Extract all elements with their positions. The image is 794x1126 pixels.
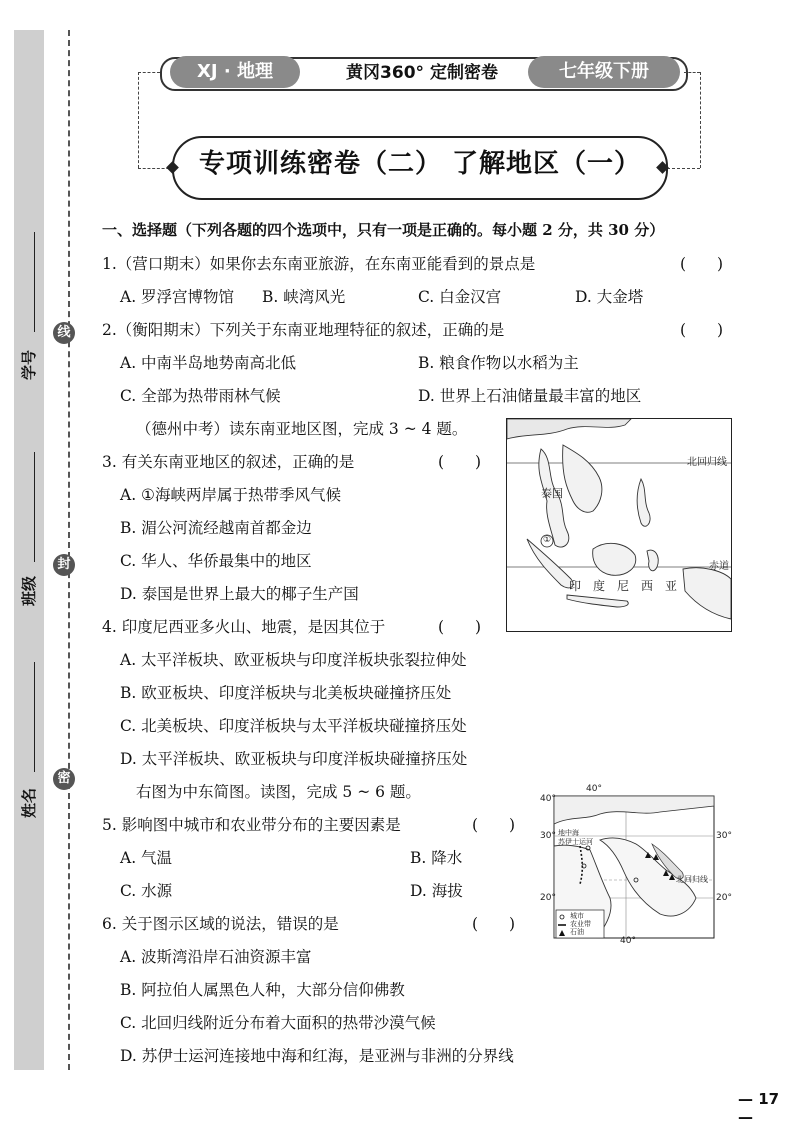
- connector-left-v: [138, 72, 139, 168]
- map1-indonesia-label: 印 度 尼 西 亚: [569, 579, 678, 593]
- header-subject: XJ · 地理: [170, 56, 300, 88]
- q2-stem: 2.（衡阳期末）下列关于东南亚地理特征的叙述，正确的是: [102, 321, 505, 339]
- q4-option-a: A. 太平洋板块、欧亚板块与印度洋板块张裂拉伸处: [120, 651, 467, 669]
- q5-option-b: B. 降水: [410, 849, 463, 867]
- map1-indochina-east: [563, 445, 602, 512]
- q4-option-c: C. 北美板块、印度洋板块与太平洋板块碰撞挤压处: [120, 717, 467, 735]
- map1-java: [567, 595, 628, 607]
- q5-stem: 5. 影响图中城市和农业带分布的主要因素是: [102, 816, 401, 834]
- map2-legend-oil: 石油: [570, 928, 584, 936]
- map1-mark1-label: ①: [543, 535, 552, 545]
- q3-answer-blank[interactable]: ( ): [438, 453, 482, 471]
- q2-option-d: D. 世界上石油储量最丰富的地区: [418, 387, 642, 405]
- map1-borneo: [593, 543, 636, 575]
- section-heading: 一、选择题（下列各题的四个选项中，只有一项是正确的。每小题 2 分，共 30 分）: [102, 221, 665, 239]
- page-title: 专项训练密卷（二） 了解地区（一）: [198, 149, 642, 179]
- q3-option-a: A. ①海峡两岸属于热带季风气候: [120, 486, 341, 504]
- map1-sulawesi: [647, 550, 658, 571]
- map2-lat30-right: 30°: [716, 831, 732, 841]
- map2-lat20-right: 20°: [716, 893, 732, 903]
- q1-answer-blank[interactable]: ( ): [680, 255, 724, 273]
- q4-option-b: B. 欧亚板块、印度洋板块与北美板块碰撞挤压处: [120, 684, 452, 702]
- connector-right-top: [684, 72, 700, 73]
- mark-mi: 密: [53, 768, 75, 790]
- map2-lat20-label: 20°: [540, 893, 556, 903]
- q3-option-d: D. 泰国是世界上最大的椰子生产国: [120, 585, 359, 603]
- q1-option-b: B. 峡湾风光: [262, 288, 346, 306]
- q2-option-c: C. 全部为热带雨林气候: [120, 387, 281, 405]
- mark-xian: 线: [53, 322, 75, 344]
- q2-answer-blank[interactable]: ( ): [680, 321, 724, 339]
- q6-option-c: C. 北回归线附近分布着大面积的热带沙漠气候: [120, 1014, 436, 1032]
- q6-option-d: D. 苏伊士运河连接地中海和红海，是亚洲与非洲的分界线: [120, 1047, 514, 1065]
- q6-answer-blank[interactable]: ( ): [472, 915, 516, 933]
- map1-equator-label: 赤道: [709, 561, 729, 572]
- q1-option-a: A. 罗浮宫博物馆: [120, 288, 235, 306]
- intro-3-4: （德州中考）读东南亚地区图，完成 3 ~ 4 题。: [136, 420, 468, 438]
- map1-new-guinea: [683, 568, 731, 619]
- q5-answer-blank[interactable]: ( ): [472, 816, 516, 834]
- map1-thailand-label: 泰国: [541, 487, 563, 500]
- q4-option-d: D. 太平洋板块、欧亚板块与印度洋板块碰撞挤压处: [120, 750, 468, 768]
- middle-east-map-drawing: [540, 786, 730, 946]
- binding-strip: [14, 30, 44, 1070]
- label-banji: 班级: [20, 575, 38, 606]
- q2-option-b: B. 粮食作物以水稻为主: [418, 354, 579, 372]
- header-series: 黄冈360° 定制密卷: [346, 63, 498, 83]
- map2-lat40-label: 40°: [540, 794, 556, 804]
- q5-option-a: A. 气温: [120, 849, 173, 867]
- q1-stem: 1.（营口期末）如果你去东南亚旅游，在东南亚能看到的景点是: [102, 255, 536, 273]
- field-banji-line: [34, 452, 35, 562]
- field-xuehao-line: [34, 232, 35, 332]
- map2-lon40-bottom: 40°: [620, 936, 636, 946]
- q5-option-c: C. 水源: [120, 882, 173, 900]
- q2-option-a: A. 中南半岛地势南高北低: [120, 354, 297, 372]
- connector-right-v: [700, 72, 701, 168]
- intro-5-6: 右图为中东简图。读图，完成 5 ~ 6 题。: [136, 783, 421, 801]
- q1-option-d: D. 大金塔: [575, 288, 644, 306]
- q4-stem: 4. 印度尼西亚多火山、地震，是因其位于: [102, 618, 386, 636]
- binding-dashed-line: [68, 30, 70, 1070]
- header-grade: 七年级下册: [528, 56, 680, 88]
- label-xingming: 姓名: [20, 787, 38, 818]
- label-xuehao: 学号: [20, 349, 38, 380]
- q6-option-b: B. 阿拉伯人属黑色人种，大部分信仰佛教: [120, 981, 405, 999]
- southeast-asia-map-drawing: [507, 419, 731, 631]
- q6-option-a: A. 波斯湾沿岸石油资源丰富: [120, 948, 312, 966]
- map2-tropic-label: 北回归线: [676, 875, 708, 884]
- connector-left-top: [138, 72, 160, 73]
- map1-tropic-label: 北回归线: [687, 457, 727, 468]
- map2-legend-city: 城市: [570, 912, 584, 920]
- page-number: — 17 —: [738, 1090, 780, 1126]
- map1-philippines: [637, 479, 650, 526]
- map1-north-landmass: [507, 419, 631, 439]
- q3-option-b: B. 湄公河流经越南首都金边: [120, 519, 312, 537]
- middle-east-map: [540, 786, 730, 946]
- q6-stem: 6. 关于图示区域的说法，错误的是: [102, 915, 339, 933]
- field-xingming-line: [34, 662, 35, 772]
- q5-option-d: D. 海拔: [410, 882, 463, 900]
- mark-feng: 封: [53, 554, 75, 576]
- map2-med-label: 地中海: [558, 829, 579, 837]
- map2-legend-farm: 农业带: [570, 920, 591, 928]
- map2-lat30-label: 30°: [540, 831, 556, 841]
- map2-lon40-top: 40°: [586, 784, 602, 794]
- q1-option-c: C. 白金汉宫: [418, 288, 502, 306]
- southeast-asia-map: [506, 418, 732, 632]
- q3-option-c: C. 华人、华侨最集中的地区: [120, 552, 312, 570]
- map2-suez-label: 苏伊士运河: [558, 838, 593, 846]
- q3-stem: 3. 有关东南亚地区的叙述，正确的是: [102, 453, 355, 471]
- q4-answer-blank[interactable]: ( ): [438, 618, 482, 636]
